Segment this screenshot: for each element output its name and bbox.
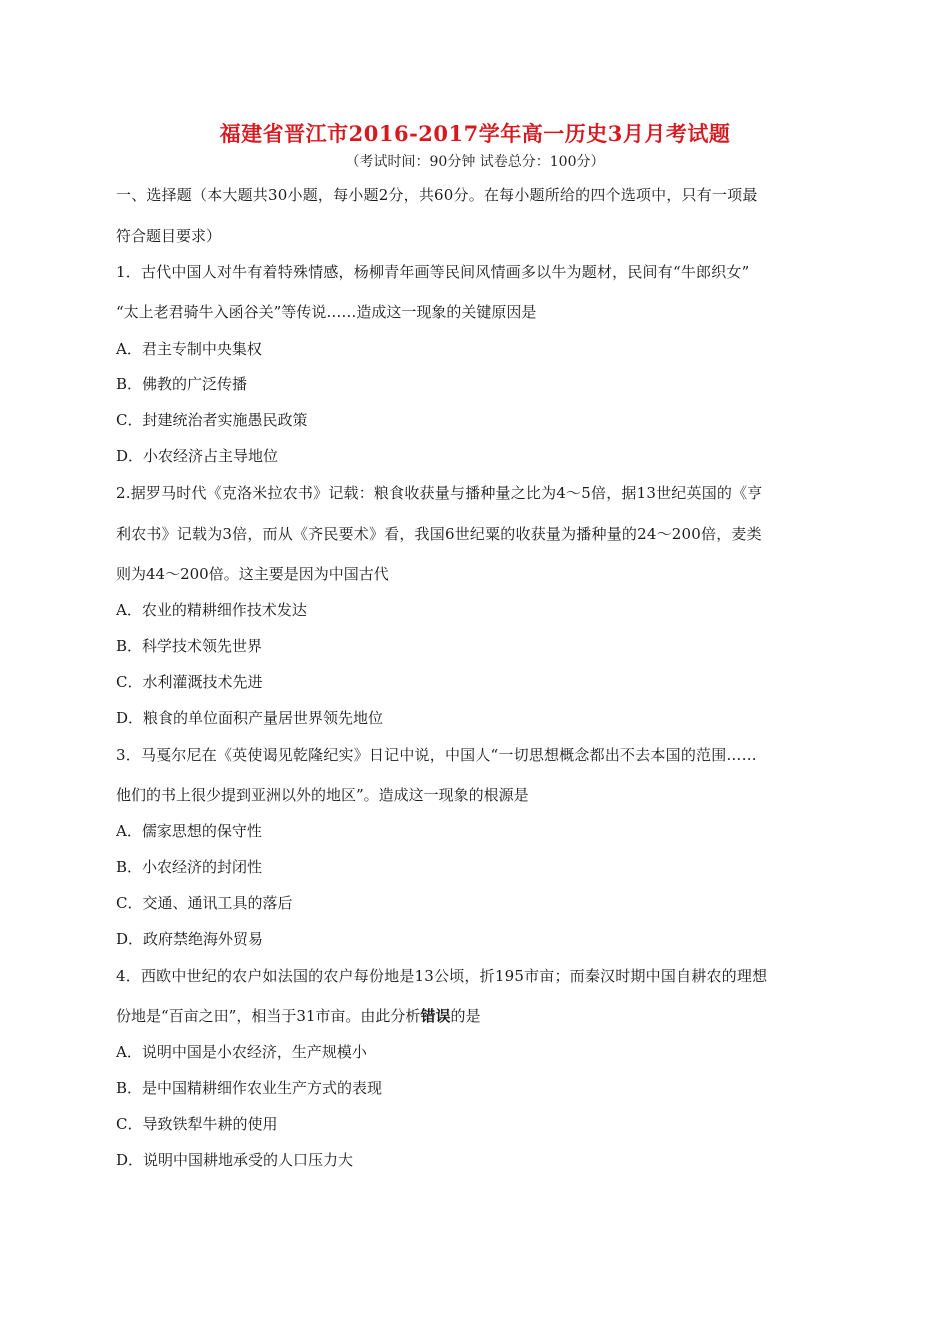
question-4-stem-cont	[116, 1006, 480, 1026]
question-4-option-b: B．是中国精耕细作农业生产方式的表现	[116, 1079, 383, 1097]
exam-info: （考试时间：90分钟 试卷总分：100分）	[345, 154, 605, 170]
question-2-option-c: C．水利灌溉技术先进	[116, 673, 263, 691]
question-2-stem-cont: 则为44～200倍。这主要是因为中国古代	[116, 565, 389, 583]
page-title: 福建省晋江市2016-2017学年高一历史3月月考试题	[219, 121, 731, 146]
question-4-option-a: A．说明中国是小农经济，生产规模小	[116, 1043, 367, 1061]
question-1-option-d: D．小农经济占主导地位	[116, 447, 279, 465]
question-4-stem: 4．西欧中世纪的农户如法国的农户每份地是13公顷，折195市亩；而秦汉时期中国自耕农的理想	[116, 967, 768, 985]
question-3-option-b: B．小农经济的封闭性	[116, 858, 263, 876]
question-3-option-a: A．儒家思想的保守性	[116, 822, 262, 840]
question-2-stem-cont: 利农书》记载为3倍，而从《齐民要术》看，我国6世纪粟的收获量为播种量的24～200倍，麦类	[116, 525, 762, 543]
question-4-option-d: D．说明中国耕地承受的人口压力大	[116, 1151, 354, 1169]
question-1-option-b: B．佛教的广泛传播	[116, 375, 248, 393]
question-2-option-d: D．粮食的单位面积产量居世界领先地位	[116, 709, 384, 727]
section-instructions-cont: 符合题目要求）	[116, 227, 222, 245]
question-2-stem: 2.据罗马时代《克洛米拉农书》记载：粮食收获量与播种量之比为4～5倍，据13世纪英国的《亨	[116, 484, 763, 502]
question-4-stem-text: 份地是“百亩之田”，相当于31市亩。由此分析	[116, 1007, 421, 1025]
question-3-stem: 3．马戛尔尼在《英使谒见乾隆纪实》日记中说，中国人“一切思想概念都出不去本国的范围……	[116, 746, 757, 764]
question-4-stem-end: 的是	[450, 1007, 481, 1025]
question-1-option-c: C．封建统治者实施愚民政策	[116, 411, 308, 429]
question-1-stem: 1．古代中国人对牛有着特殊情感，杨柳青年画等民间风情画多以牛为题材，民间有“牛郎织女”	[116, 263, 750, 281]
question-4-emphasis: 错误	[420, 1007, 451, 1025]
question-4-option-c: C．导致铁犁牛耕的使用	[116, 1115, 278, 1133]
question-3-option-d: D．政府禁绝海外贸易	[116, 930, 264, 948]
question-3-stem-cont: 他们的书上很少提到亚洲以外的地区”。造成这一现象的根源是	[116, 786, 529, 804]
question-2-option-b: B．科学技术领先世界	[116, 637, 263, 655]
question-2-option-a: A．农业的精耕细作技术发达	[116, 601, 307, 619]
question-3-option-c: C．交通、通讯工具的落后	[116, 894, 293, 912]
question-1-option-a: A．君主专制中央集权	[116, 340, 262, 358]
section-instructions: 一、选择题（本大题共30小题，每小题2分，共60分。在每小题所给的四个选项中，只有一项最	[116, 186, 758, 204]
question-1-stem-cont: “太上老君骑牛入函谷关”等传说……造成这一现象的关键原因是	[116, 303, 537, 321]
